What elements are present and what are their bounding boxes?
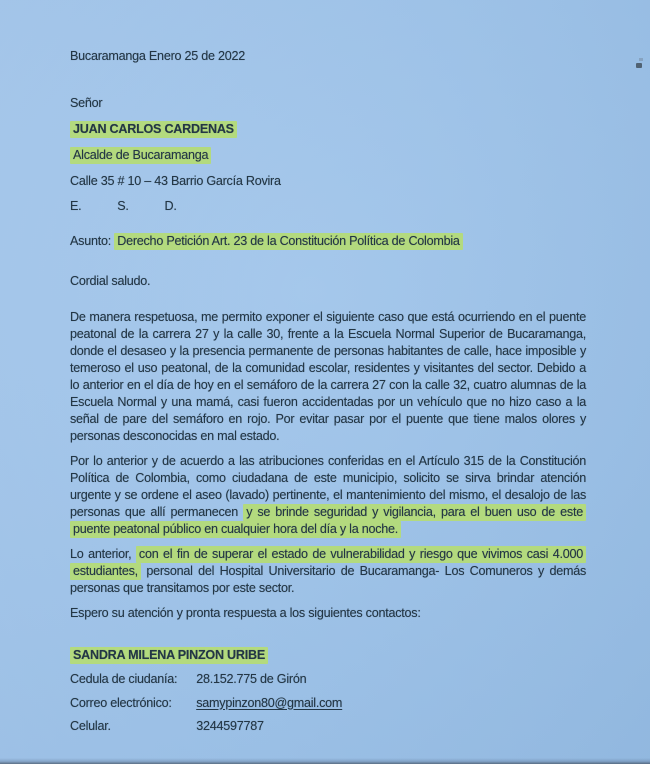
recipient-address: Calle 35 # 10 – 43 Barrio García Rovira <box>70 174 281 188</box>
contact-row-celular <box>70 718 586 735</box>
highlighted-text: con el fin de superar el estado de vulnerabilidad y riesgo que vivimos casi 4.000 estudiantes, <box>70 546 586 580</box>
subject-label: Asunto: <box>70 234 111 248</box>
esd-d: D. <box>164 199 177 213</box>
subject-line <box>70 233 586 250</box>
photo-artifact-speck <box>636 63 642 68</box>
greeting: Cordial saludo. <box>70 274 151 288</box>
esd-e: E. <box>70 199 82 213</box>
signatory-name-row <box>70 647 586 664</box>
photo-bottom-edge <box>0 758 650 764</box>
contact-row-email <box>70 695 586 712</box>
paragraph-text: personal del Hospital Universitario de Bucaramanga- Los Comuneros y demás personas que transitamos por este sector. <box>70 564 586 595</box>
recipient-name-row <box>70 120 586 138</box>
body-paragraph-3 <box>70 546 586 597</box>
paragraph-text: Por lo anterior y de acuerdo a las atribuciones conferidas en el Artículo 315 de la Constitución Política de Colombia, como ciudadana de este municipio, solicito se sirva brindar atención urgente y se ordene el aseo (lavado) pertinente, el mantenimiento del mismo, el desalojo de las personas que allí permanecen <box>70 454 586 519</box>
cedula-value: 28.152.775 de Girón <box>196 672 307 686</box>
contact-label: Cedula de ciudanía: <box>70 672 178 686</box>
body-paragraph-1 <box>70 309 586 445</box>
paragraph-text: Lo anterior, <box>70 547 136 561</box>
esd-line <box>70 197 586 215</box>
subject-text: Derecho Petición Art. 23 de la Constitución Política de Colombia <box>114 233 462 250</box>
recipient-title-row <box>70 146 586 164</box>
email-value: samypinzon80@gmail.com <box>196 695 343 710</box>
highlighted-text: y se brinde seguridad y vigilancia, para el buen uso de este puente peatonal público en cualquier hora del día y la noche. <box>70 504 586 538</box>
recipient-title: Alcalde de Bucaramanga <box>70 147 211 164</box>
date-line: Bucaramanga Enero 25 de 2022 <box>70 49 246 63</box>
paragraph-text: De manera respetuosa, me permito exponer el siguiente caso que está ocurriendo en el puente peatonal de la carrera 27 y la calle 30, frente a la Escuela Normal Superior de Bucaramanga, donde el desaseo y la presencia permanente de personas habitantes de calle, hace imposible y temeroso el uso peatonal, de la comunidad escolar, residentes y visitantes del sector. Debido a lo anterior en el día de hoy en el semáforo de la carrera 27 con la calle 32, cuatro alumnas de la Escuela Normal y una mamá, casi fueron accidentadas por un vehículo que no hizo caso a la señal de pare del semáforo en rojo. Por evitar pasar por el puente que tiene malos olores y personas desconocidas en mal estado. <box>70 310 586 443</box>
signatory-name: SANDRA MILENA PINZON URIBE <box>70 647 268 664</box>
recipient-name: JUAN CARLOS CARDENAS <box>70 121 237 138</box>
esd-s: S. <box>117 199 129 213</box>
contact-label: Celular. <box>70 719 111 733</box>
contact-label: Correo electrónico: <box>70 695 172 710</box>
contact-row-cedula <box>70 671 586 688</box>
salutation: Señor <box>70 96 103 110</box>
closing-line: Espero su atención y pronta respuesta a los siguientes contactos: <box>70 606 421 620</box>
celular-value: 3244597787 <box>196 719 264 733</box>
body-paragraph-2 <box>70 453 586 538</box>
